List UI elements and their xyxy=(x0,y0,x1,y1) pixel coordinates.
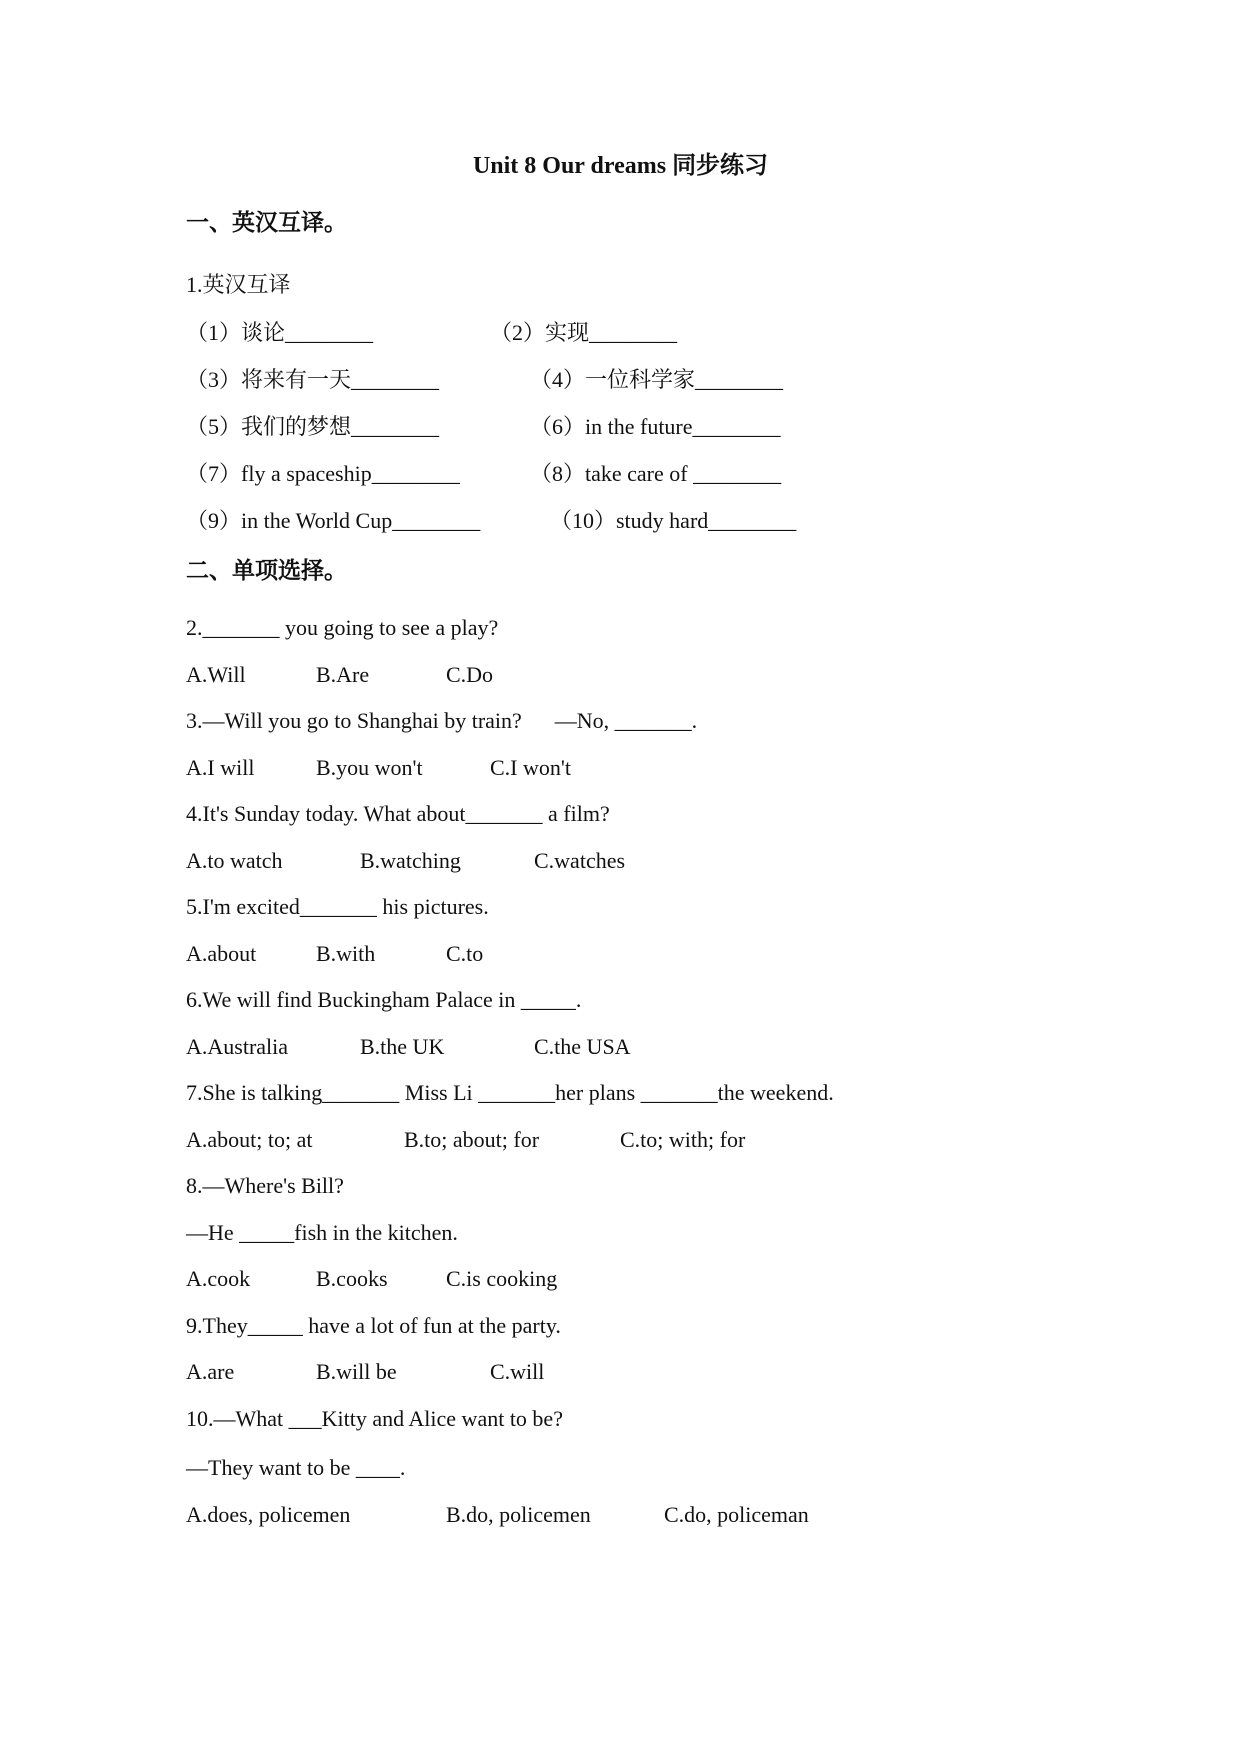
question-8: 8.—Where's Bill? xyxy=(186,1173,344,1198)
translation-item-9: （9）in the World Cup________ xyxy=(186,508,481,533)
question-7: 7.She is talking_______ Miss Li _______her plans _______the weekend. xyxy=(186,1080,834,1105)
question-8-reply: —He _____fish in the kitchen. xyxy=(186,1220,458,1245)
question-3: 3.—Will you go to Shanghai by train? —No, _______. xyxy=(186,708,698,733)
translation-item-7: （7）fly a spaceship________ xyxy=(186,461,460,486)
option-b: B.Are xyxy=(316,662,370,687)
question-4: 4.It's Sunday today. What about_______ a film? xyxy=(186,801,610,826)
option-a: A.about; to; at xyxy=(186,1127,313,1152)
option-c: C.will xyxy=(490,1359,545,1384)
option-c: C.the USA xyxy=(534,1034,631,1059)
question-9: 9.They_____ have a lot of fun at the party. xyxy=(186,1313,561,1338)
option-a: A.I will xyxy=(186,755,255,780)
option-b: B.watching xyxy=(360,848,461,873)
option-c: C.I won't xyxy=(490,755,571,780)
question-1-label: 1.英汉互译 xyxy=(186,272,291,297)
question-6: 6.We will find Buckingham Palace in _____. xyxy=(186,987,582,1012)
option-a: A.about xyxy=(186,941,257,966)
option-b: B.do, policemen xyxy=(446,1502,591,1527)
translation-item-5: （5）我们的梦想________ xyxy=(186,414,440,439)
translation-item-1: （1）谈论________ xyxy=(186,320,374,345)
option-b: B.cooks xyxy=(316,1266,388,1291)
option-b: B.you won't xyxy=(316,755,423,780)
option-c: C.do, policeman xyxy=(664,1502,809,1527)
option-c: C.to xyxy=(446,941,484,966)
option-b: B.to; about; for xyxy=(404,1127,540,1152)
option-a: A.Australia xyxy=(186,1034,289,1059)
translation-item-6: （6）in the future________ xyxy=(530,414,781,439)
option-b: B.the UK xyxy=(360,1034,445,1059)
option-a: A.Will xyxy=(186,662,246,687)
question-10: 10.—What ___Kitty and Alice want to be? xyxy=(186,1406,563,1431)
section-1-heading: 一、英汉互译。 xyxy=(186,210,347,235)
option-b: B.will be xyxy=(316,1359,397,1384)
section-2-heading: 二、单项选择。 xyxy=(186,558,347,583)
option-b: B.with xyxy=(316,941,376,966)
option-c: C.is cooking xyxy=(446,1266,558,1291)
translation-item-4: （4）一位科学家________ xyxy=(530,367,784,392)
translation-item-3: （3）将来有一天________ xyxy=(186,367,440,392)
option-a: A.are xyxy=(186,1359,235,1384)
option-a: A.does, policemen xyxy=(186,1502,351,1527)
option-c: C.watches xyxy=(534,848,626,873)
page-title: Unit 8 Our dreams 同步练习 xyxy=(472,153,769,179)
option-c: C.Do xyxy=(446,662,494,687)
translation-item-8: （8）take care of ________ xyxy=(530,461,782,486)
option-a: A.cook xyxy=(186,1266,251,1291)
option-a: A.to watch xyxy=(186,848,283,873)
translation-item-10: （10）study hard________ xyxy=(550,508,797,533)
question-5: 5.I'm excited_______ his pictures. xyxy=(186,894,489,919)
question-2: 2._______ you going to see a play? xyxy=(186,615,499,640)
option-c: C.to; with; for xyxy=(620,1127,746,1152)
translation-item-2: （2）实现________ xyxy=(490,320,678,345)
question-10-reply: —They want to be ____. xyxy=(186,1455,406,1480)
